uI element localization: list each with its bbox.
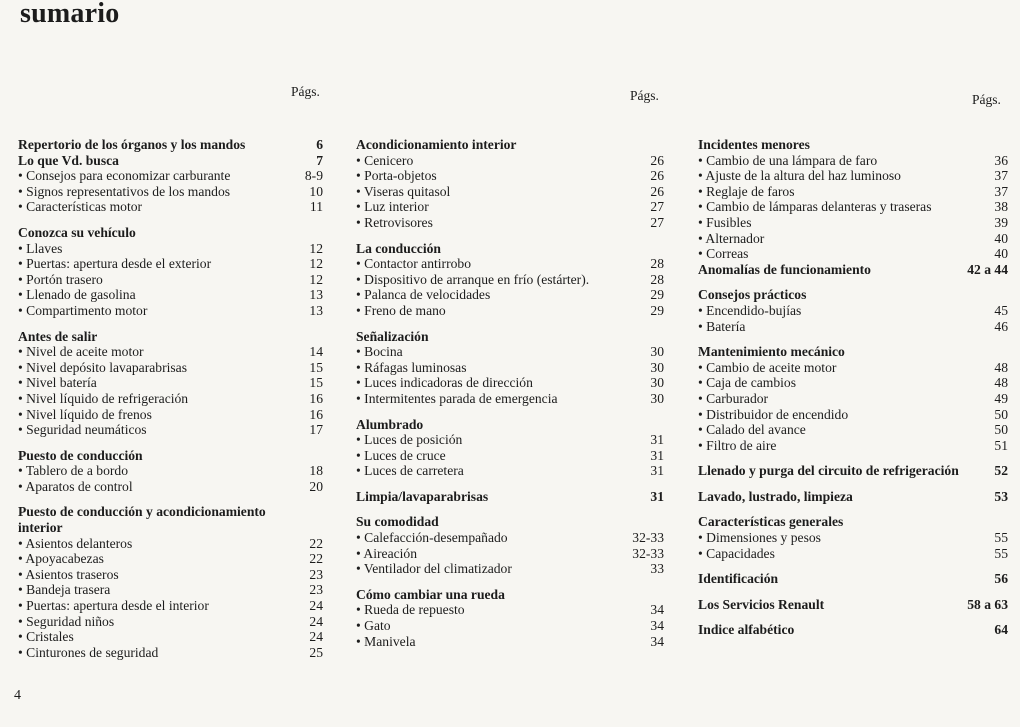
toc-entry-title: • Freno de mano <box>356 303 638 319</box>
toc-entry <box>356 287 664 303</box>
toc-heading <box>356 137 664 153</box>
toc-entry-page: 29 <box>650 287 664 303</box>
toc-entry-title: • Tablero de a bordo <box>18 463 297 479</box>
toc-entry-title: • Dimensiones y pesos <box>698 530 982 546</box>
toc-entry-title: Los Servicios Renault <box>698 596 825 612</box>
toc-entry-page: 12 <box>309 240 323 256</box>
toc-entry-page: 13 <box>309 287 323 303</box>
toc-entry-title: • Consejos para economizar carburante <box>18 168 297 184</box>
toc-heading <box>698 344 1008 360</box>
toc-entry-title: Repertorio de los órganos y los mandos <box>18 137 246 152</box>
toc-entry-page: 7 <box>316 152 323 168</box>
toc-entry <box>356 602 664 618</box>
toc-entry <box>356 215 664 231</box>
toc-entry-page: 26 <box>650 183 664 199</box>
toc-entry-title: • Aparatos de control <box>18 479 297 495</box>
toc-entry-title: • Ajuste de la altura del haz luminoso <box>698 168 982 184</box>
toc-entry-page: 31 <box>650 447 664 463</box>
toc-entry-title: • Puertas: apertura desde el interior <box>18 598 297 614</box>
toc-entry-page: 12 <box>309 256 323 272</box>
page-title: sumario <box>20 0 120 29</box>
toc-entry-title: • Filtro de aire <box>698 438 982 454</box>
toc-entry-title: • Compartimento motor <box>18 303 297 319</box>
toc-entry-title: • Asientos delanteros <box>18 536 297 552</box>
page-number: 4 <box>14 688 21 703</box>
toc-section <box>356 489 664 505</box>
toc-entry-page: 24 <box>309 598 323 614</box>
toc-entry <box>18 614 323 630</box>
toc-entry-title: Identificación <box>698 571 779 587</box>
toc-entry-title: • Asientos traseros <box>18 567 297 583</box>
toc-entry-title: Consejos prácticos <box>698 287 807 303</box>
toc-heading <box>18 225 323 241</box>
toc-entry <box>698 546 1008 562</box>
toc-entry-title: • Luces de cruce <box>356 448 638 464</box>
toc-entry <box>356 448 664 464</box>
toc-entry-page: 13 <box>309 302 323 318</box>
toc-entry <box>18 199 323 215</box>
toc-entry <box>356 546 664 562</box>
toc-entry-page: 31 <box>650 488 664 504</box>
toc-entry-title: Anomalías de funcionamiento <box>698 261 871 277</box>
toc-entry-title: • Cambio de lámparas delanteras y traseras <box>698 199 982 215</box>
toc-entry <box>18 256 323 272</box>
toc-entry-page: 34 <box>650 602 664 618</box>
toc-column-3 <box>698 137 1008 638</box>
toc-section <box>18 448 323 495</box>
toc-heading <box>18 448 323 464</box>
toc-entry <box>18 582 323 598</box>
toc-entry-title: Alumbrado <box>356 416 424 432</box>
toc-entry-page: 27 <box>650 214 664 230</box>
toc-entry-title: • Nivel depósito lavaparabrisas <box>18 360 297 376</box>
toc-section <box>18 225 323 319</box>
toc-entry <box>18 422 323 438</box>
toc-entry <box>356 463 664 479</box>
toc-entry-page: 27 <box>650 199 664 215</box>
toc-section <box>18 137 323 215</box>
toc-entry-page: 64 <box>994 622 1008 638</box>
toc-entry <box>18 344 323 360</box>
toc-entry <box>356 153 664 169</box>
toc-heading <box>698 571 1008 587</box>
toc-entry-page: 16 <box>309 390 323 406</box>
toc-entry-page: 51 <box>994 437 1008 453</box>
toc-entry-page: 11 <box>309 199 323 215</box>
toc-entry-title: La conducción <box>356 240 441 256</box>
toc-entry-page: 50 <box>994 422 1008 438</box>
toc-entry-page: 37 <box>994 168 1008 184</box>
toc-entry-title: • Viseras quitasol <box>356 184 638 200</box>
toc-entry-title: • Nivel batería <box>18 375 297 391</box>
toc-section <box>356 137 664 231</box>
toc-entry <box>18 645 323 661</box>
toc-entry <box>698 303 1008 319</box>
toc-entry-page: 34 <box>650 618 664 634</box>
toc-section <box>698 597 1008 613</box>
toc-section <box>356 241 664 319</box>
toc-entry-page: 53 <box>994 488 1008 504</box>
toc-entry-page: 33 <box>650 561 664 577</box>
toc-entry-page: 30 <box>650 344 664 360</box>
toc-section <box>356 514 664 576</box>
toc-entry-title: Incidentes menores <box>698 137 810 152</box>
toc-entry <box>698 246 1008 262</box>
toc-entry-title: • Manivela <box>356 634 638 650</box>
toc-entry <box>356 360 664 376</box>
toc-heading <box>18 153 323 169</box>
toc-entry-page: 25 <box>309 644 323 660</box>
toc-entry-title: Mantenimiento mecánico <box>698 344 845 360</box>
toc-entry-page: 40 <box>994 246 1008 262</box>
toc-entry-title: • Encendido-bujías <box>698 303 982 319</box>
toc-entry-title: • Dispositivo de arranque en frío (estárter). <box>356 272 638 288</box>
toc-entry-title: • Reglaje de faros <box>698 184 982 200</box>
toc-heading <box>356 514 664 530</box>
toc-entry-title: • Gato <box>356 618 638 634</box>
toc-entry-title: • Características motor <box>18 199 297 215</box>
toc-entry-title: • Seguridad niños <box>18 614 297 630</box>
toc-entry-page: 42 a 44 <box>967 261 1008 277</box>
toc-entry <box>18 184 323 200</box>
toc-entry-page: 24 <box>309 629 323 645</box>
toc-entry <box>698 407 1008 423</box>
toc-entry-title: • Luces de posición <box>356 432 638 448</box>
toc-entry-title: • Cristales <box>18 629 297 645</box>
toc-entry-page: 31 <box>650 432 664 448</box>
toc-section <box>18 329 323 438</box>
toc-entry <box>356 344 664 360</box>
toc-entry <box>18 287 323 303</box>
toc-entry-title: • Fusibles <box>698 215 982 231</box>
toc-entry <box>698 391 1008 407</box>
toc-entry-title: Antes de salir <box>18 328 98 344</box>
toc-section <box>698 571 1008 587</box>
toc-entry-page: 32-33 <box>632 530 664 546</box>
toc-entry <box>356 530 664 546</box>
toc-section <box>698 344 1008 453</box>
toc-entry-title: • Correas <box>698 246 982 262</box>
toc-heading <box>698 514 1008 530</box>
toc-entry-page: 14 <box>309 344 323 360</box>
toc-entry-page: 26 <box>650 168 664 184</box>
toc-heading <box>356 587 664 603</box>
toc-entry-title: • Capacidades <box>698 546 982 562</box>
toc-heading <box>698 463 1008 479</box>
toc-section <box>356 329 664 407</box>
toc-entry-page: 30 <box>650 375 664 391</box>
toc-heading <box>18 329 323 345</box>
toc-section <box>698 489 1008 505</box>
toc-entry <box>18 463 323 479</box>
toc-entry-page: 58 a 63 <box>967 596 1008 612</box>
toc-entry-page: 23 <box>309 582 323 598</box>
toc-entry-page: 48 <box>994 375 1008 391</box>
toc-entry-title: • Carburador <box>698 391 982 407</box>
toc-entry-title: Lavado, lustrado, limpieza <box>698 488 853 504</box>
toc-entry-page: 37 <box>994 183 1008 199</box>
toc-entry <box>698 319 1008 335</box>
toc-heading <box>356 241 664 257</box>
toc-entry <box>18 407 323 423</box>
toc-entry <box>698 438 1008 454</box>
toc-entry-title: • Nivel líquido de frenos <box>18 407 297 423</box>
toc-section <box>18 504 323 660</box>
toc-entry-title: • Apoyacabezas <box>18 551 297 567</box>
toc-column-1 <box>18 137 323 660</box>
toc-entry <box>698 168 1008 184</box>
toc-entry-title: • Cambio de una lámpara de faro <box>698 153 982 169</box>
toc-entry-page: 18 <box>309 463 323 479</box>
toc-section <box>698 137 1008 277</box>
toc-entry-title: • Llenado de gasolina <box>18 287 297 303</box>
toc-heading <box>698 622 1008 638</box>
toc-entry <box>356 561 664 577</box>
toc-entry-title: Puesto de conducción <box>18 447 143 463</box>
toc-entry-page: 17 <box>309 422 323 438</box>
toc-entry-title: • Cenicero <box>356 153 638 169</box>
toc-entry <box>356 634 664 650</box>
toc-heading <box>698 137 1008 153</box>
toc-entry <box>356 375 664 391</box>
toc-entry <box>18 598 323 614</box>
toc-entry-title: • Cinturones de seguridad <box>18 645 297 661</box>
toc-entry-page: 56 <box>994 571 1008 587</box>
toc-entry-title: Limpia/lavaparabrisas <box>356 488 489 504</box>
toc-entry-title: Señalización <box>356 328 429 344</box>
toc-entry-title: • Alternador <box>698 231 982 247</box>
toc-entry-title: • Signos representativos de los mandos <box>18 184 297 200</box>
toc-entry-page: 28 <box>650 271 664 287</box>
toc-entry <box>356 391 664 407</box>
toc-heading <box>18 137 323 153</box>
toc-entry <box>698 215 1008 231</box>
toc-entry <box>18 375 323 391</box>
toc-entry <box>18 567 323 583</box>
toc-entry-page: 45 <box>994 302 1008 318</box>
toc-entry <box>356 168 664 184</box>
toc-entry <box>356 432 664 448</box>
toc-entry-title: • Aireación <box>356 546 628 562</box>
toc-heading <box>698 287 1008 303</box>
pages-label-col2: Págs. <box>630 88 659 103</box>
toc-entry-page: 20 <box>309 478 323 494</box>
toc-entry-title: • Puertas: apertura desde el exterior <box>18 256 297 272</box>
toc-entry-page: 28 <box>650 256 664 272</box>
toc-entry-page: 55 <box>994 530 1008 546</box>
toc-section <box>698 514 1008 561</box>
toc-entry <box>18 391 323 407</box>
toc-column-2 <box>356 137 664 649</box>
toc-entry <box>356 618 664 634</box>
toc-entry-title: • Ráfagas luminosas <box>356 360 638 376</box>
toc-entry-page: 48 <box>994 359 1008 375</box>
toc-entry-title: Lo que Vd. busca <box>18 152 119 168</box>
toc-entry-page: 40 <box>994 230 1008 246</box>
toc-entry-page: 38 <box>994 199 1008 215</box>
toc-entry-page: 30 <box>650 390 664 406</box>
toc-entry-page: 31 <box>650 463 664 479</box>
toc-entry-title: Su comodidad <box>356 514 439 530</box>
toc-entry-title: • Portón trasero <box>18 272 297 288</box>
toc-entry-page: 22 <box>309 551 323 567</box>
toc-entry-page: 15 <box>309 375 323 391</box>
toc-entry-title: • Calefacción-desempañado <box>356 530 628 546</box>
toc-entry <box>18 479 323 495</box>
toc-entry-title: • Batería <box>698 319 982 335</box>
toc-entry-title: • Intermitentes parada de emergencia <box>356 391 638 407</box>
toc-entry <box>356 303 664 319</box>
toc-entry-title: Llenado y purga del circuito de refrigeración <box>698 463 959 479</box>
pages-label-col3: Págs. <box>972 92 1001 107</box>
toc-heading <box>356 329 664 345</box>
toc-entry <box>18 168 323 184</box>
pages-label-col1: Págs. <box>291 84 320 99</box>
toc-entry <box>356 199 664 215</box>
toc-entry-page: 52 <box>994 463 1008 479</box>
toc-entry-title: Puesto de conducción y acondicionamiento interior <box>18 504 266 536</box>
toc-entry <box>18 241 323 257</box>
toc-entry-page: 29 <box>650 302 664 318</box>
toc-entry-title: • Luces indicadoras de dirección <box>356 375 638 391</box>
toc-entry-title: • Nivel líquido de refrigeración <box>18 391 297 407</box>
toc-entry <box>698 231 1008 247</box>
toc-entry-title: • Calado del avance <box>698 422 982 438</box>
toc-heading <box>698 262 1008 278</box>
toc-entry <box>698 153 1008 169</box>
toc-entry <box>18 272 323 288</box>
toc-entry-page: 50 <box>994 406 1008 422</box>
toc-entry <box>698 530 1008 546</box>
toc-heading <box>18 504 323 535</box>
toc-entry-title: • Llaves <box>18 241 297 257</box>
toc-entry <box>18 629 323 645</box>
toc-entry <box>18 536 323 552</box>
toc-entry-page: 32-33 <box>632 545 664 561</box>
toc-entry <box>356 256 664 272</box>
toc-section <box>698 622 1008 638</box>
toc-entry-title: • Retrovisores <box>356 215 638 231</box>
toc-entry-page: 36 <box>994 152 1008 168</box>
toc-entry-page: 34 <box>650 633 664 649</box>
toc-entry <box>18 303 323 319</box>
toc-entry-page: 23 <box>309 566 323 582</box>
toc-entry-title: Conozca su vehículo <box>18 224 136 240</box>
toc-heading <box>698 489 1008 505</box>
toc-entry-page: 6 <box>316 137 323 152</box>
toc-entry-page: 55 <box>994 545 1008 561</box>
toc-section <box>356 587 664 649</box>
toc-entry-title: • Bocina <box>356 344 638 360</box>
toc-heading <box>356 417 664 433</box>
toc-entry-title: Acondicionamiento interior <box>356 137 517 152</box>
toc-entry-page: 46 <box>994 318 1008 334</box>
toc-section <box>356 417 664 479</box>
toc-entry-title: Indice alfabético <box>698 622 795 638</box>
toc-entry-page: 22 <box>309 535 323 551</box>
toc-entry-title: • Porta-objetos <box>356 168 638 184</box>
toc-entry-title: Cómo cambiar una rueda <box>356 586 505 602</box>
toc-entry-page: 24 <box>309 613 323 629</box>
toc-section <box>698 287 1008 334</box>
toc-entry <box>18 360 323 376</box>
toc-entry-title: • Nivel de aceite motor <box>18 344 297 360</box>
toc-entry-title: • Ventilador del climatizador <box>356 561 638 577</box>
toc-entry-page: 39 <box>994 214 1008 230</box>
toc-entry-title: • Rueda de repuesto <box>356 602 638 618</box>
toc-entry-title: • Caja de cambios <box>698 375 982 391</box>
toc-entry-title: • Contactor antirrobo <box>356 256 638 272</box>
toc-entry-title: • Seguridad neumáticos <box>18 422 297 438</box>
toc-entry-page: 30 <box>650 359 664 375</box>
toc-section <box>698 463 1008 479</box>
toc-entry-page: 49 <box>994 390 1008 406</box>
toc-heading <box>698 597 1008 613</box>
toc-entry-title: Características generales <box>698 514 844 530</box>
toc-entry-page: 15 <box>309 359 323 375</box>
toc-entry-page: 26 <box>650 152 664 168</box>
toc-entry-title: • Cambio de aceite motor <box>698 360 982 376</box>
toc-entry <box>356 272 664 288</box>
toc-entry-title: • Luces de carretera <box>356 463 638 479</box>
toc-entry <box>698 422 1008 438</box>
toc-entry <box>698 375 1008 391</box>
toc-entry <box>698 184 1008 200</box>
toc-entry-title: • Distribuidor de encendido <box>698 407 982 423</box>
toc-entry <box>356 184 664 200</box>
toc-entry-page: 10 <box>309 183 323 199</box>
toc-entry <box>18 551 323 567</box>
toc-entry-page: 16 <box>309 406 323 422</box>
toc-heading <box>356 489 664 505</box>
toc-entry-title: • Bandeja trasera <box>18 582 297 598</box>
toc-entry <box>698 360 1008 376</box>
toc-entry <box>698 199 1008 215</box>
toc-entry-page: 8-9 <box>304 168 323 184</box>
toc-entry-title: • Luz interior <box>356 199 638 215</box>
toc-entry-title: • Palanca de velocidades <box>356 287 638 303</box>
toc-entry-page: 12 <box>309 271 323 287</box>
